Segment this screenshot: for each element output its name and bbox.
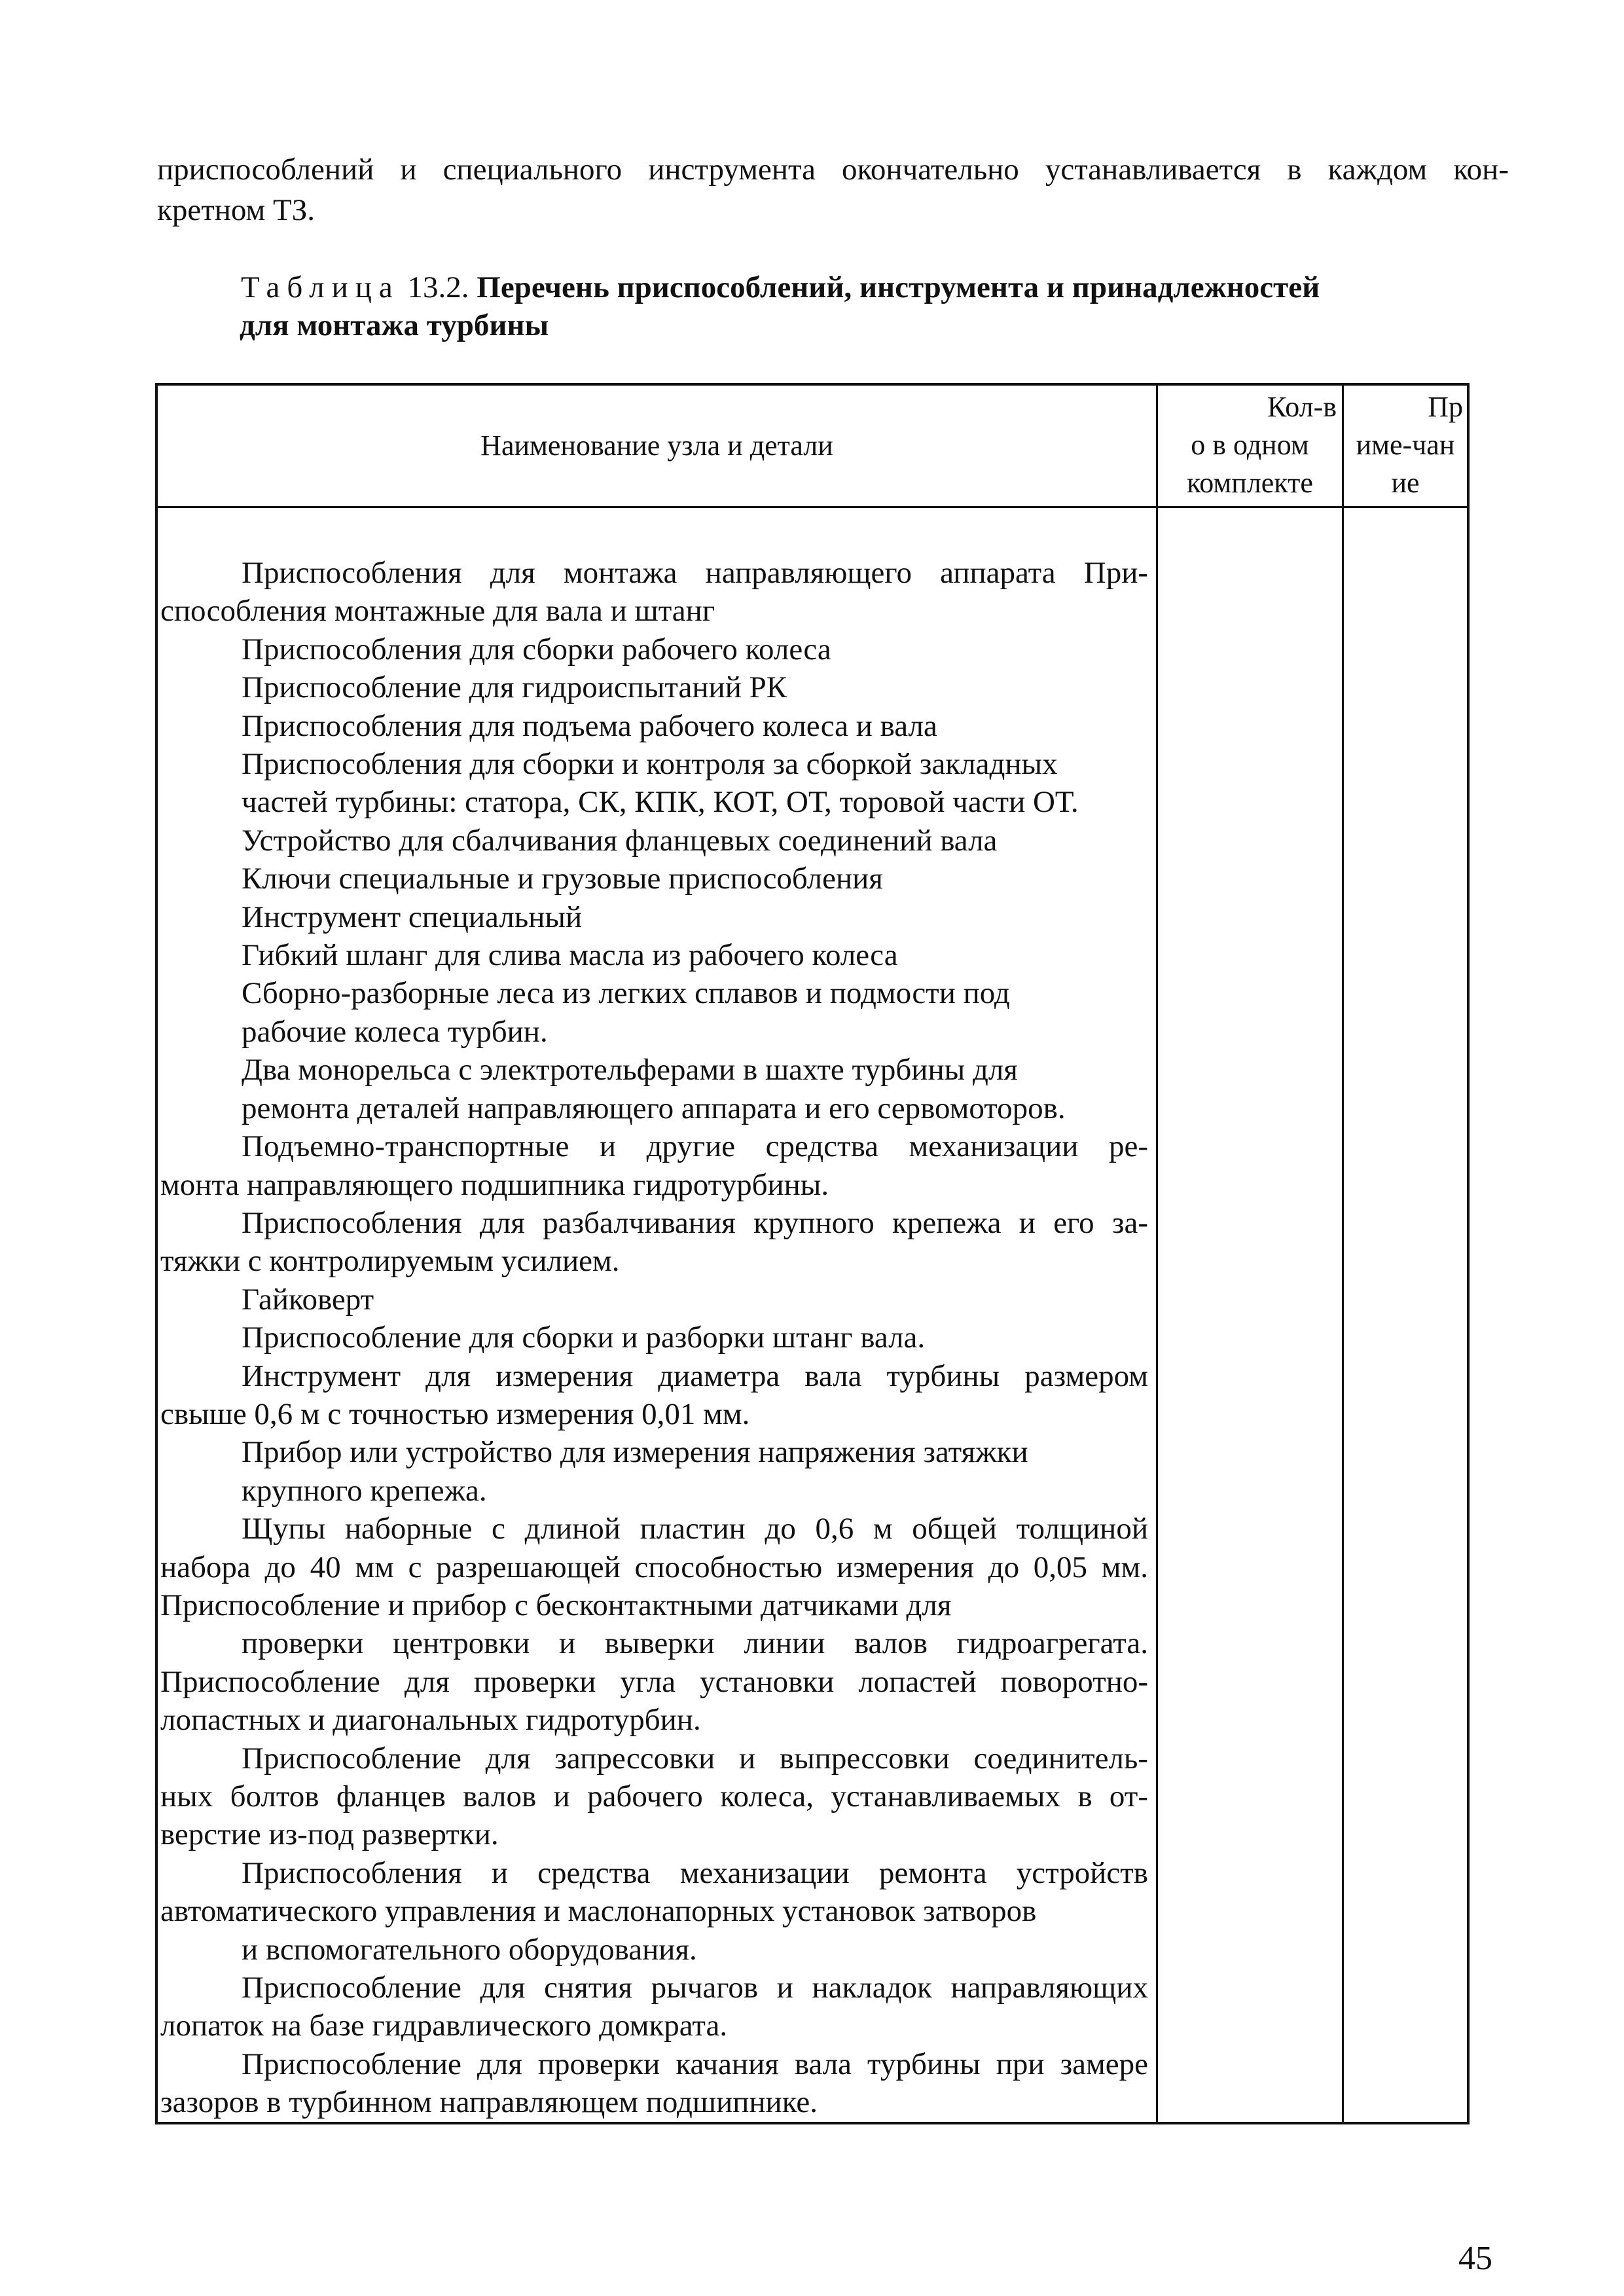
list-item: Приспособление для снятия рычагов и накладок направляющих [242,1971,1148,2005]
intro-paragraph [157,149,1509,230]
list-item: Прибор или устройство для измерения напряжения затяжки [242,1435,1028,1470]
list-item: Приспособления и средства механизации ремонта устройств [242,1855,1148,1890]
caption-label: Таблица [241,270,400,304]
list-item: частей турбины: статора, СК, КПК, КОТ, ОТ, торовой части ОТ. [242,785,1079,820]
intro-line-2: кретном ТЗ. [157,193,315,227]
list-item: Ключи специальные и грузовые приспособления [242,862,883,896]
list-item: Щупы наборные с длиной пластин до 0,6 м общей толщиной [242,1512,1148,1546]
header-name [156,384,1157,507]
header-note-line-2: име-чан [1356,429,1455,461]
header-qty-line-2: о в одном [1191,429,1309,461]
table-body-row [156,507,1468,2123]
list-item: Приспособления для подъема рабочего колеса и вала [242,708,937,743]
list-item: Инструмент специальный [242,900,583,934]
list-item: крупного крепежа. [242,1473,487,1508]
list-item: способления монтажные для вала и штанг [160,594,715,629]
items-list [160,554,1148,2122]
header-note-line-1: Пр [1428,391,1463,423]
equipment-table [155,383,1470,2124]
list-item: свыше 0,6 м с точностью измерения 0,01 мм. [160,1396,750,1431]
list-item: Приспособление для проверки качания вала турбины при замере [242,2047,1148,2081]
table-header-row [156,384,1468,507]
list-item: Подъемно-транспортные и другие средства механизации ре- [242,1129,1148,1164]
list-item: монта направляющего подшипника гидротурбины. [160,1167,829,1202]
header-qty-line-3: комплекте [1187,467,1313,499]
list-item: лопаток на базе гидравлического домкрата. [160,2009,728,2043]
list-item: зазоров в турбинном направляющем подшипнике. [160,2085,818,2120]
caption-title-line-2: для монтажа турбины [240,308,549,342]
list-item: набора до 40 мм с разрешающей способностью измерения до 0,05 мм. [160,1550,1148,1584]
list-item: ремонта деталей направляющего аппарата и его сервомоторов. [242,1091,1066,1125]
list-item: Устройство для сбалчивания фланцевых соединений вала [242,823,998,858]
header-qty-line-1: Кол-в [1267,391,1337,423]
list-item: Приспособления для разбалчивания крупного крепежа и его за- [242,1205,1148,1240]
list-item: Приспособление для сборки и разборки штанг вала. [242,1321,926,1355]
page-number: 45 [1458,2240,1492,2277]
list-item: Гибкий шланг для слива масла из рабочего колеса [242,938,898,973]
intro-line-1: приспособлений и специального инструмента окончательно устанавливается в каждом кон- [157,153,1509,187]
caption-number: 13.2. [407,270,469,304]
list-item: Приспособления для сборки и контроля за сборкой закладных [242,747,1058,782]
qty-cell [1157,507,1343,2123]
list-item: Гайковерт [242,1282,374,1317]
list-item: Два монорельса с электротельферами в шахте турбины для [242,1053,1018,1087]
items-cell [156,507,1157,2123]
caption-title-line-1: Перечень приспособлений, инструмента и принадлежностей [477,270,1320,304]
list-item: Приспособления для сборки рабочего колеса [242,632,831,666]
list-item: Инструмент для измерения диаметра вала турбины размером [242,1358,1148,1393]
list-item: лопастных и диагональных гидротурбин. [160,1703,701,1738]
list-item: Приспособление для гидроиспытаний РК [242,670,787,705]
list-item: тяжки с контролируемым усилием. [160,1244,620,1279]
table-caption [241,268,1485,344]
list-item: автоматического управления и маслонапорных установок затворов [160,1894,1037,1929]
header-note-line-3: ие [1391,467,1420,499]
header-qty [1157,384,1343,507]
header-name-label: Наименование узла и детали [480,429,833,462]
note-cell [1343,507,1469,2123]
list-item: ных болтов фланцев валов и рабочего колеса, устанавливаемых в от- [160,1779,1148,1813]
list-item: Приспособления для монтажа направляющего аппарата При- [242,556,1148,590]
list-item: Приспособление для запрессовки и выпрессовки соединитель- [242,1741,1148,1776]
list-item: и вспомогательного оборудования. [242,1932,697,1967]
list-item: Приспособление для проверки угла установки лопастей поворотно- [160,1664,1148,1699]
list-item: рабочие колеса турбин. [242,1014,548,1049]
header-note [1343,384,1469,507]
list-item: Сборно-разборные леса из легких сплавов и подмости под [242,976,1010,1011]
list-item: верстие из-под развертки. [160,1817,499,1852]
list-item: Приспособление и прибор с бесконтактными датчиками для [160,1588,952,1622]
list-item: проверки центровки и выверки линии валов гидроагрегата. [242,1626,1148,1661]
